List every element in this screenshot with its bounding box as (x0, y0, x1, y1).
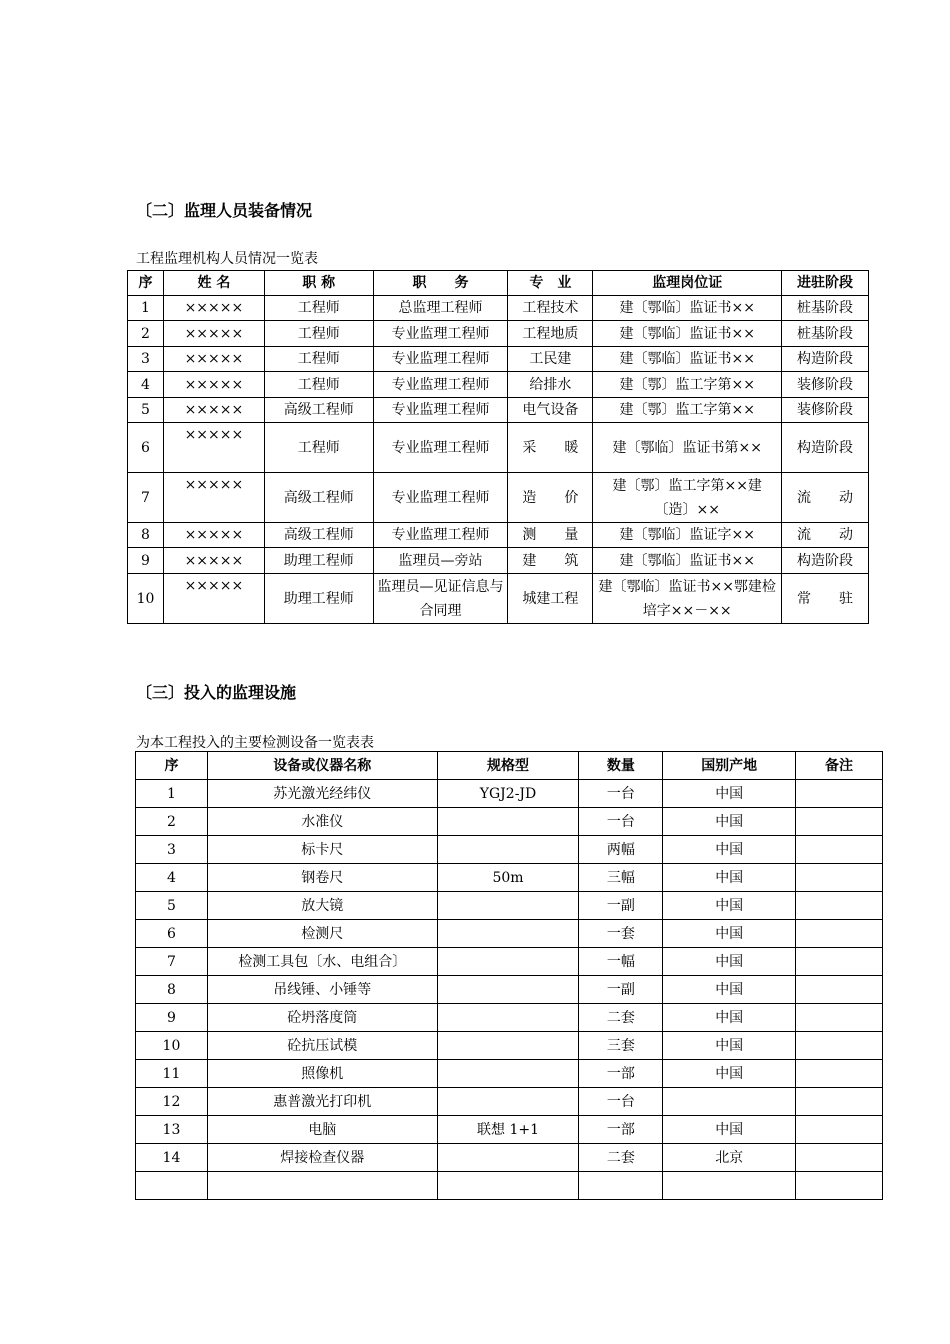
cell-position: 专业监理工程师 (373, 321, 508, 347)
cell-model (437, 948, 579, 976)
cell-index: 13 (136, 1116, 208, 1144)
col-header-quantity: 数量 (579, 752, 663, 780)
cell-position: 专业监理工程师 (373, 398, 508, 423)
cell-index: 10 (136, 1032, 208, 1060)
cell-quantity: 一台 (579, 780, 663, 808)
cell-device-name: 惠普激光打印机 (207, 1088, 437, 1116)
cell-position: 总监理工程师 (373, 296, 508, 321)
cell-stage: 桩基阶段 (782, 321, 869, 347)
cell-origin: 中国 (663, 920, 796, 948)
cell-stage: 常 驻 (782, 574, 869, 624)
cell-index (136, 1172, 208, 1200)
cell-model: 50m (437, 864, 579, 892)
cell-remarks (796, 1004, 883, 1032)
cell-title: 工程师 (264, 321, 373, 347)
col-header-name: 姓 名 (163, 271, 264, 296)
cell-remarks (796, 864, 883, 892)
cell-device-name: 电脑 (207, 1116, 437, 1144)
table-row (136, 1088, 883, 1116)
table-row (128, 523, 869, 548)
cell-origin: 中国 (663, 1004, 796, 1032)
cell-index: 2 (136, 808, 208, 836)
cell-stage: 装修阶段 (782, 398, 869, 423)
table-row (128, 473, 869, 523)
col-header-model: 规格型 (437, 752, 579, 780)
cell-model (437, 920, 579, 948)
cell-index: 3 (128, 347, 164, 372)
cell-device-name: 钢卷尺 (207, 864, 437, 892)
cell-name: ××××× (163, 296, 264, 321)
cell-index: 10 (128, 574, 164, 624)
table-row (136, 864, 883, 892)
cell-position: 监理员—见证信息与合同理 (373, 574, 508, 624)
cell-remarks (796, 1088, 883, 1116)
cell-certificate: 建〔鄂〕监工字第×× (593, 398, 782, 423)
cell-quantity: 两幅 (579, 836, 663, 864)
cell-remarks (796, 780, 883, 808)
cell-device-name: 检测工具包〔水、电组合〕 (207, 948, 437, 976)
cell-remarks (796, 920, 883, 948)
cell-specialty: 造 价 (508, 473, 593, 523)
cell-specialty: 给排水 (508, 372, 593, 398)
cell-remarks (796, 1032, 883, 1060)
cell-quantity: 三幅 (579, 864, 663, 892)
table-row (128, 296, 869, 321)
cell-device-name: 水准仪 (207, 808, 437, 836)
cell-stage: 构造阶段 (782, 347, 869, 372)
cell-quantity: 一部 (579, 1116, 663, 1144)
cell-model (437, 976, 579, 1004)
cell-origin: 北京 (663, 1144, 796, 1172)
cell-specialty: 城建工程 (508, 574, 593, 624)
cell-name: ××××× (163, 523, 264, 548)
table-row (128, 321, 869, 347)
cell-index: 5 (128, 398, 164, 423)
table-row (136, 1032, 883, 1060)
cell-model (437, 836, 579, 864)
cell-remarks (796, 1116, 883, 1144)
table-row (136, 1004, 883, 1032)
cell-name: ××××× (163, 398, 264, 423)
table-row (136, 1060, 883, 1088)
col-header-origin: 国别产地 (663, 752, 796, 780)
cell-index: 7 (136, 948, 208, 976)
cell-index: 8 (128, 523, 164, 548)
cell-origin (663, 1172, 796, 1200)
cell-quantity: 一副 (579, 892, 663, 920)
cell-model (437, 808, 579, 836)
cell-index: 12 (136, 1088, 208, 1116)
cell-device-name: 检测尺 (207, 920, 437, 948)
table-row (136, 1144, 883, 1172)
cell-quantity: 一台 (579, 808, 663, 836)
cell-name: ××××× (163, 321, 264, 347)
cell-remarks (796, 1060, 883, 1088)
equipment-header-row (136, 752, 883, 780)
cell-position: 专业监理工程师 (373, 523, 508, 548)
personnel-table-caption: 工程监理机构人员情况一览表 (136, 251, 318, 267)
cell-certificate: 建〔鄂临〕监证书第×× (593, 423, 782, 473)
col-header-stage: 进驻阶段 (782, 271, 869, 296)
cell-index: 3 (136, 836, 208, 864)
cell-device-name: 焊接检查仪器 (207, 1144, 437, 1172)
cell-position: 专业监理工程师 (373, 473, 508, 523)
section3-heading: 〔三〕投入的监理设施 (136, 683, 297, 702)
cell-origin: 中国 (663, 976, 796, 1004)
cell-title: 工程师 (264, 296, 373, 321)
cell-quantity: 一副 (579, 976, 663, 1004)
cell-name: ××××× (163, 548, 264, 574)
cell-origin: 中国 (663, 780, 796, 808)
cell-position: 专业监理工程师 (373, 372, 508, 398)
cell-model (437, 1172, 579, 1200)
cell-specialty: 采 暖 (508, 423, 593, 473)
cell-index: 6 (136, 920, 208, 948)
table-row (128, 398, 869, 423)
equipment-table-caption: 为本工程投入的主要检测设备一览表表 (136, 735, 374, 751)
cell-certificate: 建〔鄂临〕监证书×× (593, 347, 782, 372)
cell-title: 工程师 (264, 372, 373, 398)
cell-model: YGJ2-JD (437, 780, 579, 808)
cell-device-name: 照像机 (207, 1060, 437, 1088)
cell-origin (663, 1088, 796, 1116)
cell-specialty: 建 筑 (508, 548, 593, 574)
table-row (136, 1116, 883, 1144)
col-header-certificate: 监理岗位证 (593, 271, 782, 296)
cell-position: 专业监理工程师 (373, 347, 508, 372)
table-row (136, 976, 883, 1004)
col-header-remarks: 备注 (796, 752, 883, 780)
cell-title: 高级工程师 (264, 473, 373, 523)
cell-name: ××××× (163, 423, 264, 473)
cell-index: 9 (128, 548, 164, 574)
table-row (136, 892, 883, 920)
cell-name: ××××× (163, 473, 264, 523)
cell-title: 助理工程师 (264, 574, 373, 624)
cell-origin: 中国 (663, 836, 796, 864)
table-row (136, 780, 883, 808)
cell-stage: 流 动 (782, 473, 869, 523)
cell-model (437, 1088, 579, 1116)
table-row (136, 920, 883, 948)
cell-certificate: 建〔鄂临〕监证书××鄂建检培字××－×× (593, 574, 782, 624)
cell-index: 4 (136, 864, 208, 892)
cell-certificate: 建〔鄂临〕监证书×× (593, 321, 782, 347)
table-row (128, 372, 869, 398)
cell-quantity: 一套 (579, 920, 663, 948)
cell-device-name: 放大镜 (207, 892, 437, 920)
table-row (128, 574, 869, 624)
cell-origin: 中国 (663, 1116, 796, 1144)
col-header-specialty: 专 业 (508, 271, 593, 296)
cell-title: 高级工程师 (264, 398, 373, 423)
cell-title: 工程师 (264, 347, 373, 372)
cell-remarks (796, 976, 883, 1004)
cell-quantity: 一部 (579, 1060, 663, 1088)
cell-certificate: 建〔鄂〕监工字第×× (593, 372, 782, 398)
cell-quantity: 二套 (579, 1144, 663, 1172)
cell-position: 专业监理工程师 (373, 423, 508, 473)
cell-model (437, 892, 579, 920)
cell-stage: 构造阶段 (782, 423, 869, 473)
cell-origin: 中国 (663, 1032, 796, 1060)
cell-device-name: 标卡尺 (207, 836, 437, 864)
cell-certificate: 建〔鄂〕监工字第××建〔造〕×× (593, 473, 782, 523)
cell-certificate: 建〔鄂临〕监证书×× (593, 548, 782, 574)
cell-remarks (796, 948, 883, 976)
cell-title: 高级工程师 (264, 523, 373, 548)
cell-position: 监理员—旁站 (373, 548, 508, 574)
cell-index: 6 (128, 423, 164, 473)
cell-specialty: 电气设备 (508, 398, 593, 423)
cell-model (437, 1032, 579, 1060)
cell-device-name: 吊线锤、小锤等 (207, 976, 437, 1004)
table-row (136, 836, 883, 864)
cell-index: 11 (136, 1060, 208, 1088)
cell-quantity: 三套 (579, 1032, 663, 1060)
cell-origin: 中国 (663, 808, 796, 836)
cell-remarks (796, 1172, 883, 1200)
cell-model: 联想 1+1 (437, 1116, 579, 1144)
cell-index: 5 (136, 892, 208, 920)
cell-quantity: 二套 (579, 1004, 663, 1032)
cell-origin: 中国 (663, 948, 796, 976)
cell-remarks (796, 892, 883, 920)
cell-remarks (796, 808, 883, 836)
cell-device-name (207, 1172, 437, 1200)
personnel-table (127, 270, 869, 624)
cell-specialty: 工民建 (508, 347, 593, 372)
cell-model (437, 1144, 579, 1172)
cell-stage: 构造阶段 (782, 548, 869, 574)
section2-heading: 〔二〕监理人员装备情况 (136, 201, 313, 220)
cell-index: 1 (128, 296, 164, 321)
table-row (136, 808, 883, 836)
cell-specialty: 测 量 (508, 523, 593, 548)
table-row (128, 548, 869, 574)
personnel-header-row (128, 271, 869, 296)
cell-quantity: 一幅 (579, 948, 663, 976)
cell-index: 4 (128, 372, 164, 398)
cell-origin: 中国 (663, 864, 796, 892)
cell-device-name: 苏光激光经纬仪 (207, 780, 437, 808)
cell-certificate: 建〔鄂临〕监证字×× (593, 523, 782, 548)
cell-index: 8 (136, 976, 208, 1004)
cell-remarks (796, 1144, 883, 1172)
cell-index: 9 (136, 1004, 208, 1032)
cell-index: 2 (128, 321, 164, 347)
cell-origin: 中国 (663, 892, 796, 920)
cell-index: 7 (128, 473, 164, 523)
cell-name: ××××× (163, 347, 264, 372)
cell-origin: 中国 (663, 1060, 796, 1088)
table-row (136, 948, 883, 976)
col-header-index: 序 (128, 271, 164, 296)
cell-model (437, 1060, 579, 1088)
table-row (128, 423, 869, 473)
cell-stage: 桩基阶段 (782, 296, 869, 321)
col-header-device-name: 设备或仪器名称 (207, 752, 437, 780)
cell-device-name: 砼坍落度筒 (207, 1004, 437, 1032)
table-row (128, 347, 869, 372)
cell-stage: 装修阶段 (782, 372, 869, 398)
cell-device-name: 砼抗压试模 (207, 1032, 437, 1060)
col-header-position: 职 务 (373, 271, 508, 296)
cell-stage: 流 动 (782, 523, 869, 548)
cell-remarks (796, 836, 883, 864)
cell-specialty: 工程地质 (508, 321, 593, 347)
cell-name: ××××× (163, 574, 264, 624)
col-header-index: 序 (136, 752, 208, 780)
cell-quantity: 一台 (579, 1088, 663, 1116)
cell-name: ××××× (163, 372, 264, 398)
cell-quantity (579, 1172, 663, 1200)
cell-certificate: 建〔鄂临〕监证书×× (593, 296, 782, 321)
cell-index: 1 (136, 780, 208, 808)
cell-model (437, 1004, 579, 1032)
cell-index: 14 (136, 1144, 208, 1172)
cell-specialty: 工程技术 (508, 296, 593, 321)
equipment-table (135, 751, 883, 1200)
col-header-title: 职 称 (264, 271, 373, 296)
table-row (136, 1172, 883, 1200)
cell-title: 工程师 (264, 423, 373, 473)
cell-title: 助理工程师 (264, 548, 373, 574)
